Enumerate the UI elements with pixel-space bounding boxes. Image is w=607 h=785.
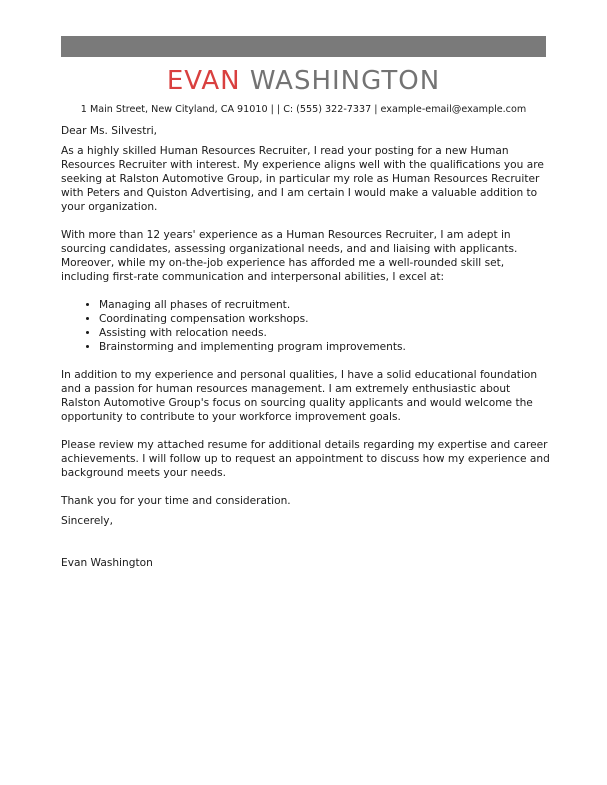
- skills-list: [61, 298, 551, 354]
- signoff: Sincerely,: [61, 515, 113, 527]
- applicant-name: [0, 66, 607, 96]
- paragraph-followup: Please review my attached resume for additional details regarding my expertise and career achievements. I will follow up to request an appointment to discuss how my experience and background meets your needs.: [61, 439, 550, 479]
- letter-body: [61, 124, 551, 570]
- signature: Evan Washington: [61, 557, 153, 569]
- first-name: EVAN: [166, 66, 241, 96]
- last-name: WASHINGTON: [249, 66, 441, 96]
- paragraph-intro: As a highly skilled Human Resources Recruiter, I read your posting for a new Human Resources Recruiter with interest. My experience aligns well with the qualifications you are seeking at Ralston Automotive Group, in particular my role as Human Resources Recruiter with Peters and Quiston Advertising, and I am certain I would make a valuable addition to your organization.: [61, 145, 544, 213]
- closing-line: Thank you for your time and consideration.: [61, 495, 291, 507]
- contact-info: 1 Main Street, New Cityland, CA 91010 | | C: (555) 322-7337 | example-email@example.com: [80, 104, 527, 115]
- list-item: • Coordinating compensation workshops.: [99, 312, 551, 326]
- paragraph-education: In addition to my experience and personal qualities, I have a solid educational foundation and a passion for human resources management. I am extremely enthusiastic about Ralston Automotive Group's focus on sourcing quality applicants and would welcome the opportunity to contribute to your workforce improvement goals.: [61, 369, 538, 423]
- salutation: Dear Ms. Silvestri,: [61, 125, 158, 137]
- header-bar: [61, 36, 546, 57]
- list-item: • Brainstorming and implementing program improvements.: [99, 340, 551, 354]
- list-item: • Managing all phases of recruitment.: [99, 298, 551, 312]
- list-item: • Assisting with relocation needs.: [99, 326, 551, 340]
- paragraph-experience: With more than 12 years' experience as a Human Resources Recruiter, I am adept in sourcing candidates, assessing organizational needs, and and liaising with applicants. Moreover, while my on-the-job experience has afforded me a well-rounded skill set, including first-rate communication and interpersonal abilities, I excel at:: [61, 229, 518, 283]
